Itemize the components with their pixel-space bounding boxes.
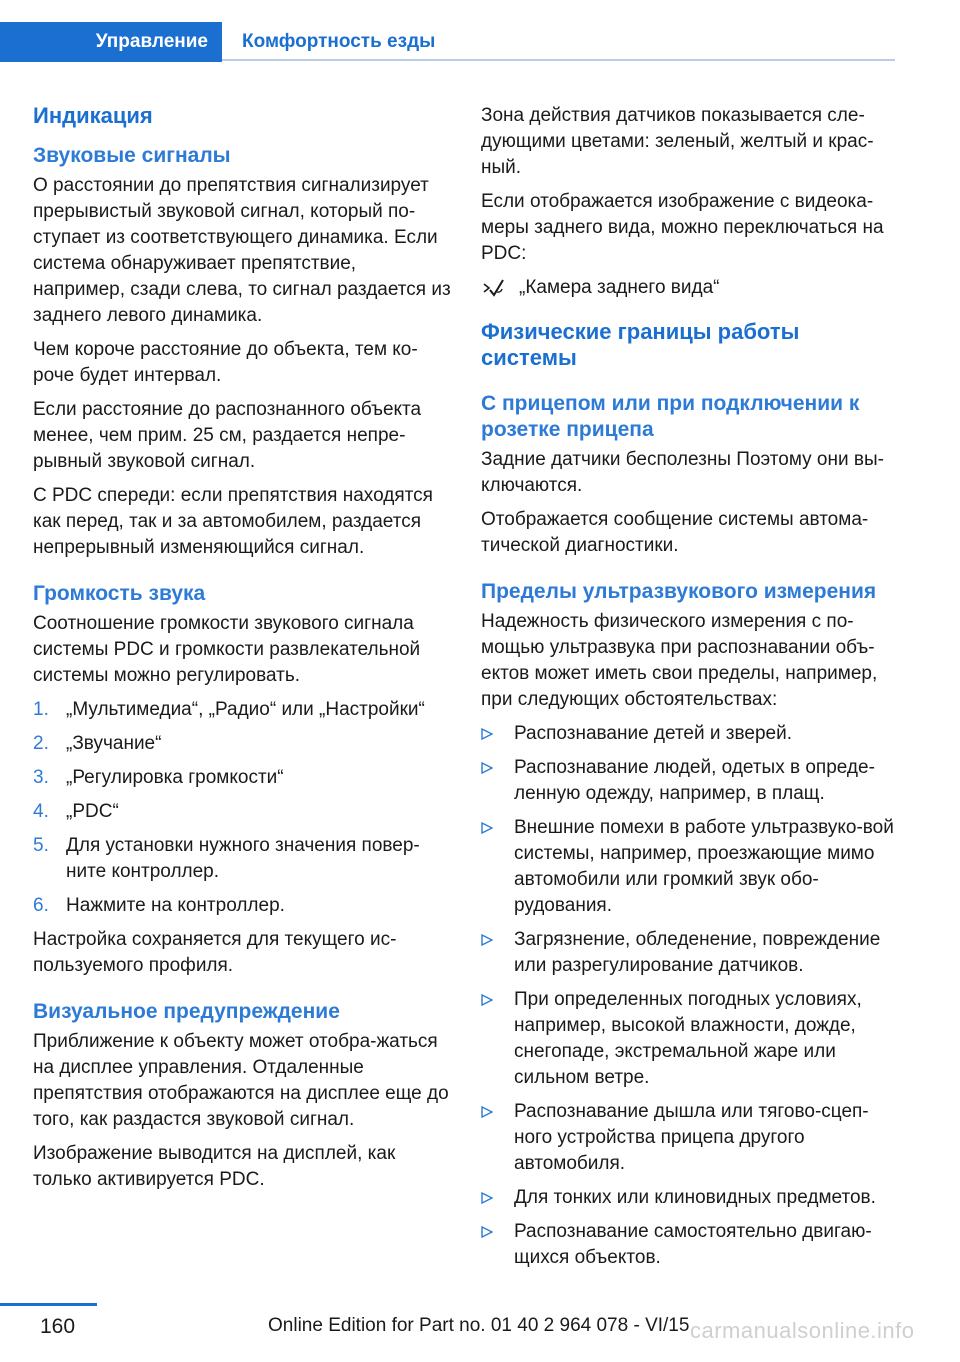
edition-note: Online Edition for Part no. 01 40 2 964 078 - VI/15	[268, 1315, 690, 1336]
bullet-text: Распознавание детей и зверей.	[514, 723, 792, 744]
chapter-title: Комфортность езды	[242, 31, 436, 52]
list-item	[481, 927, 901, 979]
footer-divider	[0, 1303, 97, 1306]
triangle-bullet-icon	[481, 1192, 493, 1204]
step-number: 3.	[33, 767, 49, 788]
bullet-text: При определенных погодных условиях, например, высокой влажности, дожде, снегопаде, экстремальной жаре или сильном ветре.	[514, 989, 862, 1088]
list-item	[33, 731, 453, 757]
list-item	[481, 721, 901, 747]
heading-volume: Громкость звука	[33, 582, 206, 605]
paragraph: Приближение к объекту может отобра-жаться на дисплее управления. Отдаленные препятствия отображаются на дисплее еще до того, как раздастся звуковой сигнал.	[33, 1031, 449, 1130]
heading-sound-signals: Звуковые сигналы	[33, 144, 231, 167]
triangle-bullet-icon	[481, 822, 493, 834]
page-header	[0, 22, 895, 62]
bullet-text: Внешние помехи в работе ультразвуко-вой системы, например, проезжающие мимо автомобили или громкий звук обо-рудования.	[514, 817, 894, 916]
paragraph: Если отображается изображение с видеока-меры заднего вида, можно переключаться на PDC:	[481, 191, 884, 264]
step-number: 1.	[33, 699, 49, 720]
list-item	[481, 815, 901, 919]
bullet-text: Распознавание людей, одетых в опреде-ленную одежду, например, в плащ.	[514, 757, 875, 804]
list-item	[33, 833, 453, 885]
triangle-bullet-icon	[481, 934, 493, 946]
steps-list	[33, 697, 453, 919]
step-text: „Мультимедиа“, „Радио“ или „Настройки“	[66, 699, 425, 720]
heading-physical-limits: Физические границы работы системы	[481, 319, 800, 370]
camera-label: „Камера заднего вида“	[519, 277, 720, 298]
step-number: 5.	[33, 835, 49, 856]
paragraph: Чем короче расстояние до объекта, тем ко-роче будет интервал.	[33, 339, 418, 386]
triangle-bullet-icon	[481, 994, 493, 1006]
triangle-bullet-icon	[481, 762, 493, 774]
step-text: „Звучание“	[66, 733, 162, 754]
heading-indication: Индикация	[33, 103, 153, 128]
bullet-text: Распознавание самостоятельно двигаю-щихся объектов.	[514, 1221, 872, 1268]
list-item	[33, 765, 453, 791]
paragraph: Задние датчики бесполезны Поэтому они вы-ключаются.	[481, 449, 884, 496]
paragraph: Изображение выводится на дисплей, как только активируется PDC.	[33, 1143, 396, 1190]
section-tab: Управление	[0, 22, 222, 62]
step-number: 4.	[33, 801, 49, 822]
list-item	[33, 893, 453, 919]
triangle-bullet-icon	[481, 1226, 493, 1238]
page-number: 160	[40, 1315, 76, 1338]
step-text: Нажмите на контроллер.	[66, 895, 285, 916]
heading-trailer: С прицепом или при подключении к розетке прицепа	[481, 392, 860, 441]
step-text: „Регулировка громкости“	[66, 767, 284, 788]
paragraph: Зона действия датчиков показывается сле-дующими цветами: зеленый, желтый и крас-ный.	[481, 105, 874, 178]
right-column	[481, 95, 901, 1279]
bullet-text: Распознавание дышла или тягово-сцеп-ного устройства прицепа другого автомобиля.	[514, 1101, 869, 1174]
list-item	[33, 697, 453, 723]
triangle-bullet-icon	[481, 728, 493, 740]
paragraph: О расстоянии до препятствия сигнализирует прерывистый звуковой сигнал, который по-ступает из соответствующего динамика. Если система обнаруживает препятствие, например, сзади слева, то сигнал раздается из заднего левого динамика.	[33, 175, 451, 326]
list-item	[33, 799, 453, 825]
bullet-text: Для тонких или клиновидных предметов.	[514, 1187, 876, 1208]
paragraph: Надежность физического измерения с по-мощью ультразвука при распознавании объ-ектов может иметь свои пределы, например, при следующих обстоятельствах:	[481, 611, 878, 710]
step-number: 6.	[33, 895, 49, 916]
step-text: Для установки нужного значения повер-ните контроллер.	[66, 835, 420, 882]
triangle-bullet-icon	[481, 1106, 493, 1118]
step-text: „PDC“	[66, 801, 119, 822]
list-item	[481, 987, 901, 1091]
paragraph: Отображается сообщение системы автома-тической диагностики.	[481, 509, 869, 556]
bullet-text: Загрязнение, обледенение, повреждение или разрегулирование датчиков.	[514, 929, 881, 976]
header-divider	[222, 59, 895, 61]
limitations-list	[481, 721, 901, 1271]
pdc-sensor-icon	[481, 275, 507, 301]
left-column	[33, 95, 453, 1201]
camera-option	[481, 275, 901, 301]
paragraph: Соотношение громкости звукового сигнала системы PDC и громкости развлекательной системы можно регулировать.	[33, 613, 421, 686]
list-item	[481, 1185, 901, 1211]
paragraph: Если расстояние до распознанного объекта менее, чем прим. 25 см, раздается непре-рывный звуковой сигнал.	[33, 399, 422, 472]
paragraph: Настройка сохраняется для текущего ис-пользуемого профиля.	[33, 929, 397, 976]
watermark: carmanualsonline.info	[690, 1318, 915, 1343]
list-item	[481, 1099, 901, 1177]
step-number: 2.	[33, 733, 49, 754]
paragraph: С PDC спереди: если препятствия находятся как перед, так и за автомобилем, раздается непрерывный изменяющийся сигнал.	[33, 485, 433, 558]
heading-visual-warning: Визуальное предупреждение	[33, 1000, 340, 1023]
list-item	[481, 755, 901, 807]
list-item	[481, 1219, 901, 1271]
heading-ultrasound-limits: Пределы ультразвукового измерения	[481, 580, 877, 603]
